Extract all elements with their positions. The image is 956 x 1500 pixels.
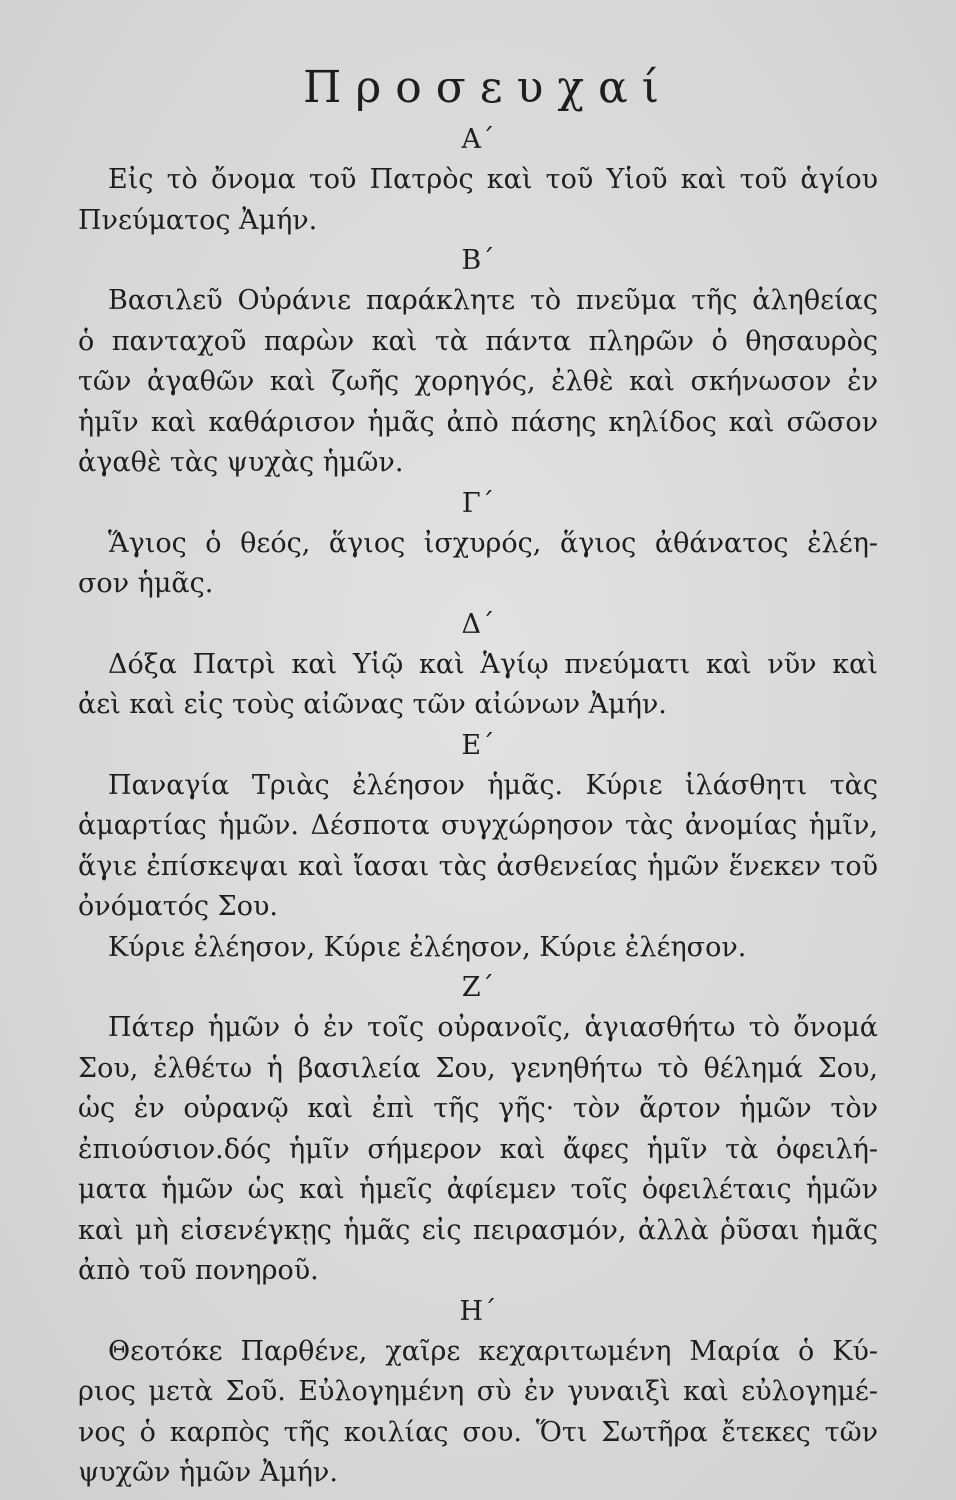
text-line: καὶ μὴ εἰσενέγκῃς ἡμᾶς εἰς πειρασμόν, ἀλλὰ ῥῦσαι ἡμᾶς	[78, 1214, 878, 1246]
section-numeral: Η΄	[459, 1295, 497, 1327]
text-line: ὡς ἐν οὐρανῷ καὶ ἐπὶ τῆς γῆς· τὸν ἄρτον ἡμῶν τὸν	[78, 1093, 878, 1124]
section-c	[78, 484, 878, 605]
text-line: ἁμαρτίας ἡμῶν. Δέσποτα συγχώρησον τὰς ἀνομίας ἡμῖν,	[78, 810, 878, 841]
text-line: Σου, ἐλθέτω ἡ βασιλεία Σου, γενηθήτω τὸ θέλημά Σου,	[78, 1052, 878, 1084]
text-line: ματα ἡμῶν ὡς καὶ ἡμεῖς ἀφίεμεν τοῖς ὀφειλέταις ἡμῶν	[78, 1174, 878, 1205]
text-line: ἐπιούσιον.δός ἡμῖν σήμερον καὶ ἄφες ἡμῖν τὰ ὀφειλή-	[78, 1133, 878, 1165]
section-numeral: Δ΄	[461, 608, 495, 640]
paragraph	[78, 645, 878, 726]
text-line: Ἅγιος ὁ θεός, ἅγιος ἰσχυρός, ἅγιος ἀθάνατος ἐλέη-	[108, 527, 878, 559]
paragraph	[78, 160, 878, 241]
paragraph	[78, 766, 878, 969]
section-numeral: Β΄	[461, 245, 495, 276]
text-line: ψυχῶν ἡμῶν Ἀμήν.	[78, 1457, 338, 1488]
text-line: Πνεύματος Ἀμήν.	[78, 204, 318, 236]
paragraph	[78, 524, 878, 605]
section-d	[78, 605, 878, 726]
section-numeral: Ε΄	[461, 729, 495, 761]
paragraph	[78, 1008, 878, 1292]
text-line: Παναγία Τριὰς ἐλέησον ἡμᾶς. Κύριε ἱλάσθητι τὰς	[108, 769, 878, 801]
section-a	[78, 120, 878, 241]
text-line: νος ὁ καρπὸς τῆς κοιλίας σου. Ὅτι Σωτῆρα ἔτεκες τῶν	[78, 1416, 878, 1448]
text-line: τῶν ἀγαθῶν καὶ ζωῆς χορηγός, ἐλθὲ καὶ σκήνωσον ἐν	[78, 366, 878, 397]
text-line: Δόξα Πατρὶ καὶ Υἱῷ καὶ Ἁγίῳ πνεύματι καὶ νῦν καὶ	[108, 648, 878, 680]
text-line: σον ἡμᾶς.	[78, 568, 214, 599]
text-line: Κύριε ἐλέησον, Κύριε ἐλέησον, Κύριε ἐλέησον.	[108, 931, 747, 963]
text-line: ριος μετὰ Σοῦ. Εὐλογημένη σὺ ἐν γυναιξὶ καὶ εὐλογημέ-	[78, 1376, 878, 1407]
section-b	[78, 241, 878, 484]
section-h	[78, 1292, 878, 1494]
prayers-body	[78, 120, 878, 1494]
text-line: Βασιλεῦ Οὐράνιε παράκλητε τὸ πνεῦμα τῆς ἀληθείας	[108, 285, 878, 316]
section-e	[78, 726, 878, 969]
text-line: ἀγαθὲ τὰς ψυχὰς ἡμῶν.	[78, 447, 404, 478]
text-line: ὀνόματός Σου.	[78, 891, 278, 922]
text-line: ἅγιε ἐπίσκεψαι καὶ ἴασαι τὰς ἀσθενείας ἡμῶν ἕνεκεν τοῦ	[78, 850, 878, 882]
paragraph	[78, 281, 878, 484]
paragraph	[78, 1332, 878, 1494]
text-line: Εἰς τὸ ὄνομα τοῦ Πατρὸς καὶ τοῦ Υἱοῦ καὶ τοῦ ἁγίου	[108, 164, 878, 195]
section-numeral: Α΄	[461, 124, 495, 155]
text-line: ἡμῖν καὶ καθάρισον ἡμᾶς ἀπὸ πάσης κηλίδος καὶ σῶσον	[78, 406, 878, 438]
text-line: ἀπὸ τοῦ πονηροῦ.	[78, 1255, 319, 1286]
section-numeral: Ζ΄	[461, 972, 495, 1003]
section-numeral: Γ΄	[461, 487, 495, 519]
section-z	[78, 968, 878, 1292]
text-line: ὁ πανταχοῦ παρὼν καὶ τὰ πάντα πληρῶν ὁ θησαυρὸς	[78, 325, 878, 357]
text-line: ἀεὶ καὶ εἰς τοὺς αἰῶνας τῶν αἰώνων Ἀμήν.	[78, 689, 667, 720]
page-title: Προσευχαί	[303, 62, 673, 113]
text-line: Θεοτόκε Παρθένε, χαῖρε κεχαριτωμένη Μαρία ὁ Κύ-	[108, 1335, 878, 1367]
text-line: Πάτερ ἡμῶν ὁ ἐν τοῖς οὐρανοῖς, ἁγιασθήτω τὸ ὄνομά	[108, 1012, 878, 1043]
